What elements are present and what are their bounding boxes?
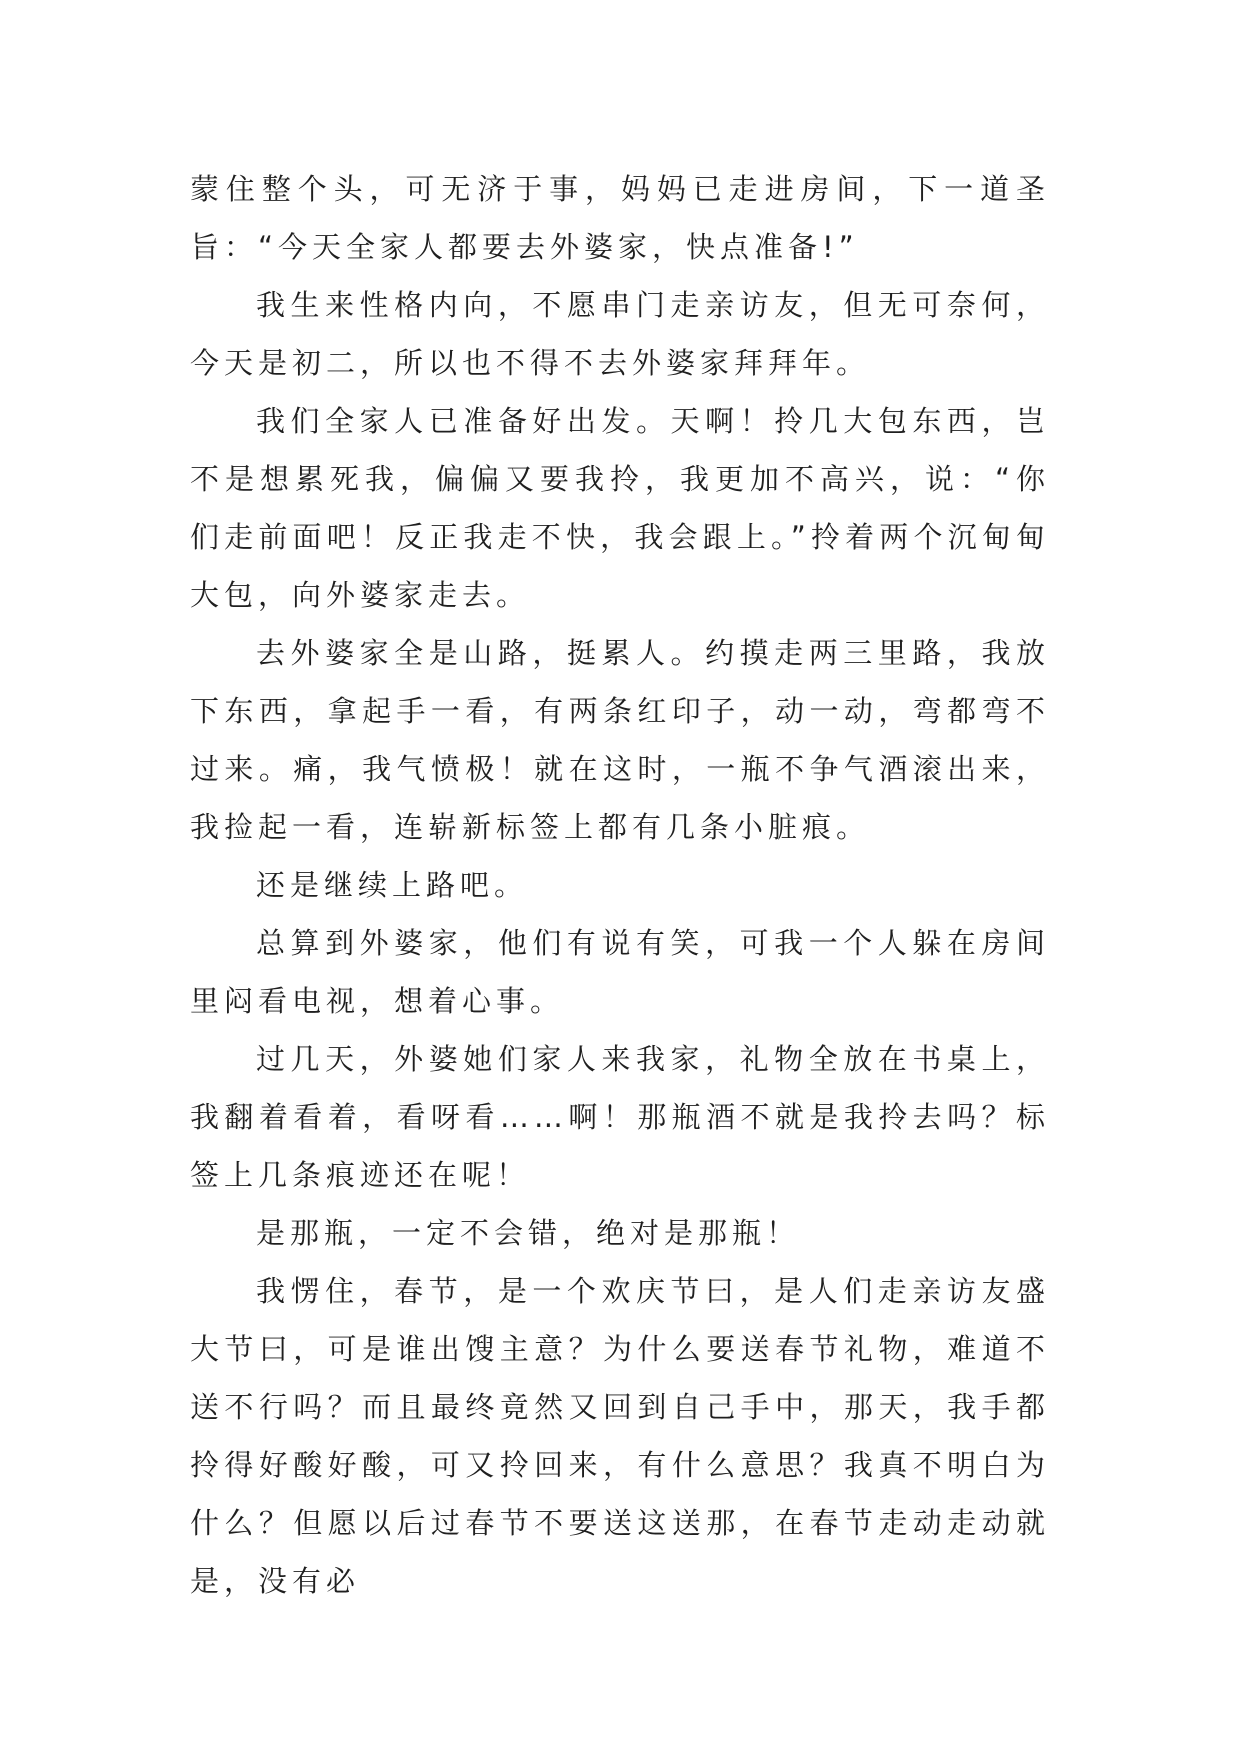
paragraph-8: 是那瓶，一定不会错，绝对是那瓶！ bbox=[256, 1216, 801, 1250]
paragraph-3: 我们全家人已准备好出发。天啊！拎几大包东西，岂不是想累死我，偏偏又要我拎，我更加不高兴，说：“你们走前面吧！反正我走不快，我会跟上。”拎着两个沉甸甸大包，向外婆家走去。 bbox=[190, 404, 1050, 612]
paragraph-6: 总算到外婆家，他们有说有笑，可我一个人躲在房间里闷看电视，想着心事。 bbox=[190, 926, 1050, 1018]
paragraph-2: 我生来性格内向，不愿串门走亲访友，但无可奈何，今天是初二，所以也不得不去外婆家拜拜年。 bbox=[190, 288, 1050, 380]
paragraph-9: 我愣住，春节，是一个欢庆节曰，是人们走亲访友盛大节曰，可是谁出馊主意？为什么要送春节礼物，难道不送不行吗？而且最终竟然又回到自己手中，那天，我手都拎得好酸好酸，可又拎回来，有什么意思？我真不明白为什么？但愿以后过春节不要送这送那，在春节走动走动就是，没有必 bbox=[190, 1274, 1050, 1598]
document-body bbox=[190, 160, 1050, 1610]
paragraph-7: 过几天，外婆她们家人来我家，礼物全放在书桌上，我翻着看着，看呀看……啊！那瓶酒不就是我拎去吗？标签上几条痕迹还在呢！ bbox=[190, 1042, 1050, 1192]
paragraph-1: 蒙住整个头，可无济于事，妈妈已走进房间，下一道圣旨：“今天全家人都要去外婆家，快点准备!” bbox=[190, 172, 1050, 264]
paragraph-4: 去外婆家全是山路，挺累人。约摸走两三里路，我放下东西，拿起手一看，有两条红印子，动一动，弯都弯不过来。痛，我气愤极！就在这时，一瓶不争气酒滚出来，我捡起一看，连崭新标签上都有几条小脏痕。 bbox=[190, 636, 1050, 844]
paragraph-5: 还是继续上路吧。 bbox=[256, 868, 529, 902]
